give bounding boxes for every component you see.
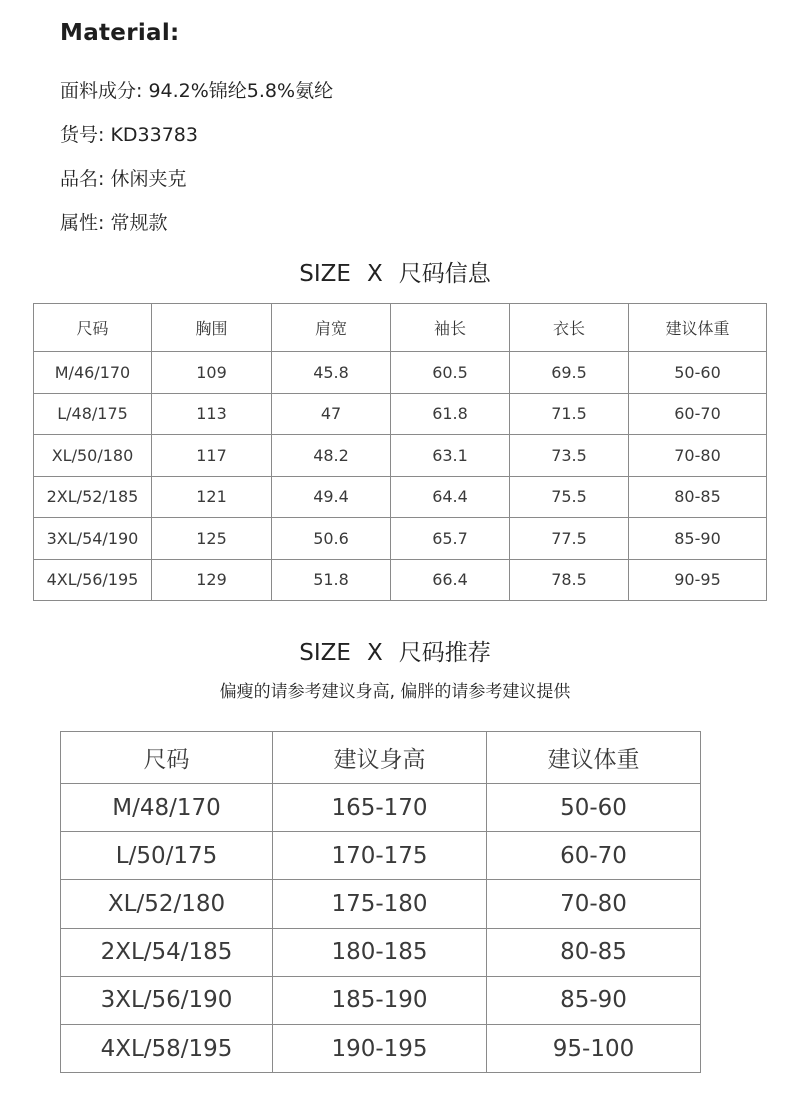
size-info-cell: 60.5 [391,352,510,394]
size-rec-header-cell: 尺码 [61,732,273,784]
size-info-header-cell: 胸围 [152,304,272,352]
size-info-cell: 51.8 [272,559,391,601]
size-info-header-cell: 建议体重 [629,304,767,352]
size-info-cell: 70-80 [629,435,767,477]
size-rec-cell: 175-180 [273,880,487,928]
size-info-cell: 73.5 [510,435,629,477]
size-info-cell: 45.8 [272,352,391,394]
size-info-title-text: 尺码信息 [398,261,491,287]
size-info-header-cell: 尺码 [34,304,152,352]
size-rec-note: 偏瘦的请参考建议身高, 偏胖的请参考建议提供 [219,682,571,702]
table-row [61,880,701,928]
size-info-cell: 50.6 [272,518,391,560]
size-rec-cell: 3XL/56/190 [61,976,273,1024]
fabric-composition: 面料成分: 94.2%锦纶5.8%氨纶 [60,80,334,102]
size-rec-cell: 60-70 [487,832,701,880]
size-rec-cell: 170-175 [273,832,487,880]
size-info-cell: L/48/175 [34,393,152,435]
size-rec-header-row [61,732,701,784]
size-rec-cell: 80-85 [487,928,701,976]
product-name: 品名: 休闲夹克 [60,168,187,190]
size-recommendation-table [60,731,701,1073]
size-info-cell: 4XL/56/195 [34,559,152,601]
table-row [61,976,701,1024]
size-info-cell: 109 [152,352,272,394]
size-info-cell: 3XL/54/190 [34,518,152,560]
size-info-cell: 61.8 [391,393,510,435]
size-info-cell: 63.1 [391,435,510,477]
table-row [34,476,767,518]
size-info-cell: 117 [152,435,272,477]
size-rec-cell: XL/52/180 [61,880,273,928]
size-info-cell: 71.5 [510,393,629,435]
size-rec-title-size: SIZE [299,640,351,666]
size-rec-cell: 2XL/54/185 [61,928,273,976]
size-info-cell: 2XL/52/185 [34,476,152,518]
product-attribute: 属性: 常规款 [60,212,168,234]
table-row [34,352,767,394]
size-rec-header-cell: 建议体重 [487,732,701,784]
size-rec-cell: 4XL/58/195 [61,1024,273,1072]
size-rec-cell: 180-185 [273,928,487,976]
table-row [34,393,767,435]
size-rec-header-cell: 建议身高 [273,732,487,784]
size-info-cell: 125 [152,518,272,560]
size-info-cell: 60-70 [629,393,767,435]
size-info-cell: 80-85 [629,476,767,518]
table-row [34,518,767,560]
size-info-cell: 85-90 [629,518,767,560]
size-info-cell: 49.4 [272,476,391,518]
size-info-cell: 113 [152,393,272,435]
size-info-title-x: X [366,261,383,287]
table-row [34,559,767,601]
size-info-header-cell: 衣长 [510,304,629,352]
size-rec-title-text: 尺码推荐 [398,640,491,666]
size-info-cell: 48.2 [272,435,391,477]
size-rec-cell: M/48/170 [61,784,273,832]
size-rec-cell: 85-90 [487,976,701,1024]
size-info-cell: 77.5 [510,518,629,560]
size-info-header-cell: 袖长 [391,304,510,352]
size-info-cell: 121 [152,476,272,518]
size-info-cell: 65.7 [391,518,510,560]
size-rec-title [0,634,790,667]
size-info-cell: 47 [272,393,391,435]
size-rec-cell: 50-60 [487,784,701,832]
size-info-cell: 50-60 [629,352,767,394]
table-row [61,1024,701,1072]
size-info-title [0,255,790,288]
size-info-cell: 78.5 [510,559,629,601]
size-info-cell: 69.5 [510,352,629,394]
size-info-cell: M/46/170 [34,352,152,394]
size-rec-cell: 190-195 [273,1024,487,1072]
size-info-cell: 90-95 [629,559,767,601]
size-info-table [33,303,767,601]
size-rec-cell: L/50/175 [61,832,273,880]
size-info-header-row [34,304,767,352]
size-rec-cell: 185-190 [273,976,487,1024]
size-info-cell: 129 [152,559,272,601]
size-info-cell: XL/50/180 [34,435,152,477]
size-rec-cell: 95-100 [487,1024,701,1072]
size-info-cell: 66.4 [391,559,510,601]
material-heading: Material: [60,20,180,46]
size-rec-title-x: X [366,640,383,666]
table-row [34,435,767,477]
size-rec-cell: 70-80 [487,880,701,928]
size-info-cell: 64.4 [391,476,510,518]
size-info-cell: 75.5 [510,476,629,518]
size-info-header-cell: 肩宽 [272,304,391,352]
size-rec-cell: 165-170 [273,784,487,832]
size-info-title-size: SIZE [299,261,351,287]
table-row [61,784,701,832]
table-row [61,832,701,880]
item-number: 货号: KD33783 [60,124,198,146]
table-row [61,928,701,976]
